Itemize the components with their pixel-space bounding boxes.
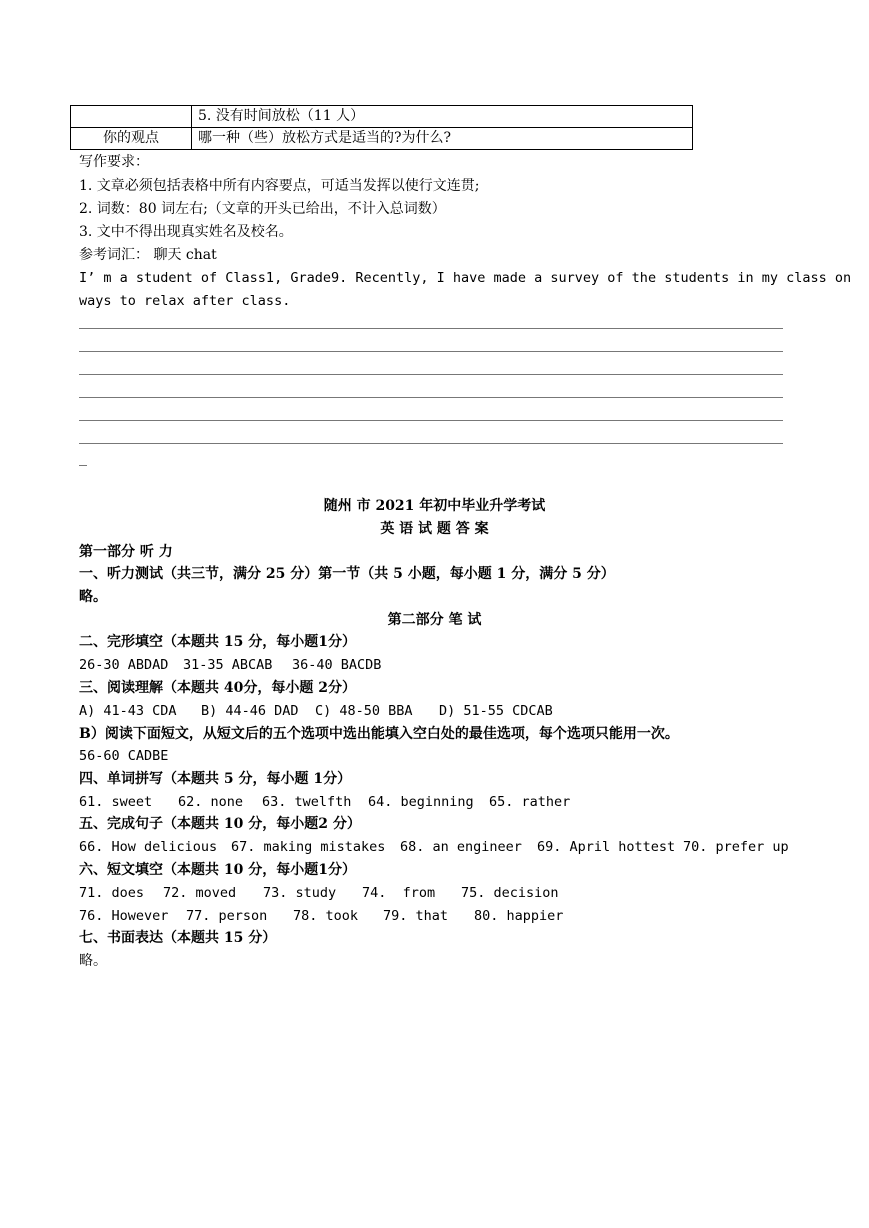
- answer-item: 73. study: [263, 885, 337, 901]
- table-row: [71, 106, 693, 128]
- answer-item: 70. prefer up: [683, 839, 789, 855]
- answer-item: 66. How delicious: [79, 839, 218, 855]
- section-3-answers: [79, 701, 553, 721]
- writing-line: [79, 374, 783, 375]
- part-2-heading: 第二部分 笔 试: [387, 612, 482, 628]
- section-5-heading: 五、完成句子（本题共 10 分，每小题2 分）: [79, 816, 361, 832]
- section-2-heading: 二、完形填空（本题共 15 分，每小题1分）: [79, 634, 356, 650]
- table-cell-label: [71, 106, 192, 128]
- section-4-heading: 四、单词拼写（本题共 5 分，每小题 1分）: [79, 771, 352, 787]
- answer-item: 76. However: [79, 908, 169, 924]
- writing-line: [79, 420, 783, 421]
- essay-opening-line-2: ways to relax after class.: [79, 293, 291, 309]
- answer-item: 64. beginning: [368, 794, 474, 810]
- writing-requirement-2: 2. 词数：80 词左右;（文章的开头已给出，不计入总词数）: [79, 201, 446, 217]
- section-7-answer: 略。: [79, 953, 107, 969]
- writing-line-end: [79, 465, 87, 466]
- writing-requirement-1: 1. 文章必须包括表格中所有内容要点，可适当发挥以使行文连贯;: [79, 178, 480, 194]
- answer-item: 71. does: [79, 885, 145, 901]
- answer-item: 79. that: [383, 908, 449, 924]
- writing-heading: 写作要求：: [79, 154, 149, 170]
- answer-item: B) 44-46 DAD: [201, 703, 299, 719]
- section-7-heading: 七、书面表达（本题共 15 分）: [79, 930, 277, 946]
- section-2-answers: [79, 655, 381, 675]
- table-cell-content: 哪一种（些）放松方式是适当的?为什么?: [192, 128, 693, 150]
- answer-item: 74. from: [362, 885, 436, 901]
- table-cell-content: 5. 没有时间放松（11 人）: [192, 106, 693, 128]
- answer-item: 61. sweet: [79, 794, 153, 810]
- answer-item: 31-35 ABCAB: [183, 657, 273, 673]
- answer-item: 77. person: [186, 908, 268, 924]
- answer-key-subtitle: 英 语 试 题 答 案: [380, 521, 489, 537]
- answer-item: 75. decision: [461, 885, 559, 901]
- section-6-answers-row-1: [79, 883, 559, 903]
- answer-item: 78. took: [293, 908, 359, 924]
- section-1-heading: 一、听力测试（共三节，满分 25 分）第一节（共 5 小题，每小题 1 分，满分 5 分）: [79, 566, 615, 582]
- section-6-answers-row-2: [79, 906, 563, 926]
- answer-item: 67. making mistakes: [231, 839, 386, 855]
- answer-item: 65. rather: [489, 794, 571, 810]
- table-cell-label: 你的观点: [71, 128, 192, 150]
- essay-opening-line-1: I’ m a student of Class1, Grade9. Recently, I have made a survey of the students in my class on: [79, 270, 852, 286]
- section-1-answer: 略。: [79, 589, 107, 605]
- section-4-answers: [79, 792, 570, 812]
- answer-item: 72. moved: [163, 885, 237, 901]
- table-row: [71, 128, 693, 150]
- section-6-heading: 六、短文填空（本题共 10 分，每小题1分）: [79, 862, 356, 878]
- section-3b-answers: [79, 746, 168, 766]
- writing-requirement-3: 3. 文中不得出现真实姓名及校名。: [79, 224, 293, 240]
- answer-item: 26-30 ABDAD: [79, 657, 169, 673]
- answer-item: 63. twelfth: [262, 794, 352, 810]
- answer-item: 62. none: [178, 794, 244, 810]
- part-1-heading: 第一部分 听 力: [79, 544, 173, 560]
- answer-item: C) 48-50 BBA: [315, 703, 413, 719]
- section-3b-heading: B）阅读下面短文，从短文后的五个选项中选出能填入空白处的最佳选项，每个选项只能用一次。: [79, 726, 679, 742]
- writing-line: [79, 351, 783, 352]
- answer-item: 69. April hottest: [537, 839, 676, 855]
- answer-item: A) 41-43 CDA: [79, 703, 177, 719]
- writing-line: [79, 397, 783, 398]
- answer-item: 56-60 CADBE: [79, 748, 169, 764]
- reference-vocabulary: 参考词汇： 聊天 chat: [79, 247, 217, 263]
- writing-line: [79, 443, 783, 444]
- section-3-heading: 三、阅读理解（本题共 40分，每小题 2分）: [79, 680, 356, 696]
- survey-table: [70, 105, 693, 150]
- writing-line: [79, 328, 783, 329]
- answer-item: 36-40 BACDB: [292, 657, 382, 673]
- answer-key-title: 随州 市 2021 年初中毕业升学考试: [323, 498, 546, 514]
- answer-item: D) 51-55 CDCAB: [439, 703, 553, 719]
- answer-item: 80. happier: [474, 908, 564, 924]
- section-5-answers: [79, 837, 789, 857]
- answer-item: 68. an engineer: [400, 839, 522, 855]
